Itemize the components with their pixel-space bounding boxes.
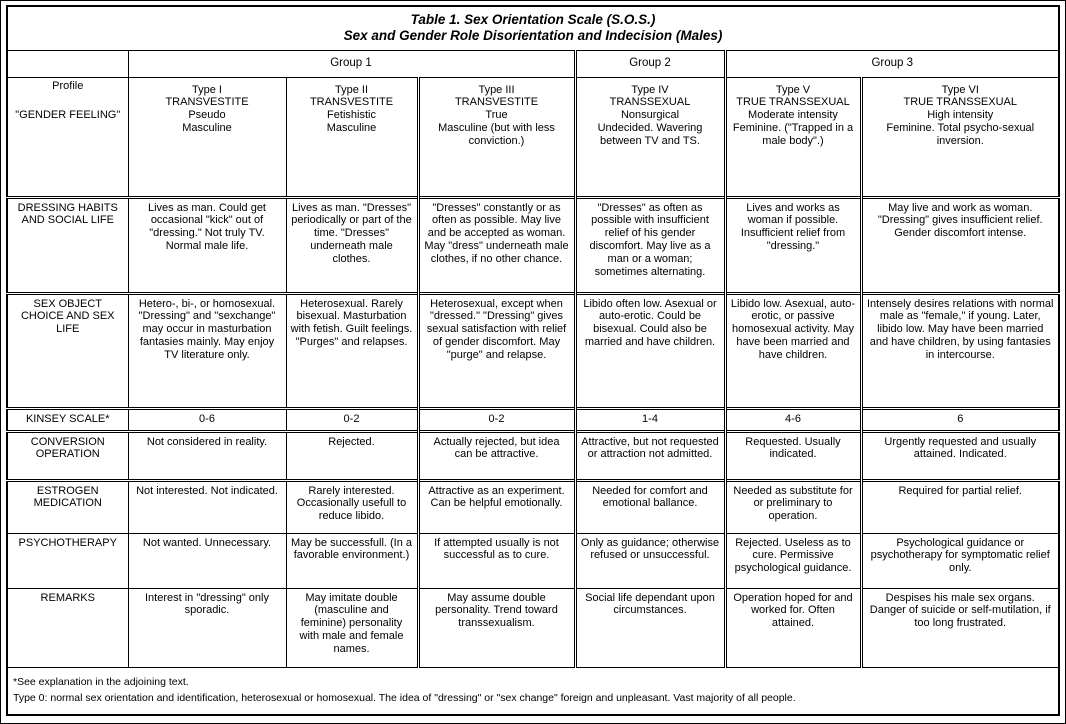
- table-row: [7, 533, 1059, 588]
- table-cell: If attempted usually is not successful as to cure.: [418, 533, 575, 588]
- row-label-cell: SEX OBJECT CHOICE AND SEX LIFE: [7, 293, 128, 408]
- table-cell: Psychological guidance or psychotherapy for symptomatic relief only.: [861, 533, 1059, 588]
- profile-type-text: Type II: [334, 83, 369, 96]
- profile-row: [7, 77, 1059, 197]
- footnote-line1: *See explanation in the adjoining text.: [13, 676, 189, 689]
- table-cell: Lives and works as woman if possible. Insufficient relief from "dressing.": [725, 197, 861, 293]
- profile-category-text: TRANSVESTITE: [165, 96, 249, 109]
- group-header-row: [7, 50, 1059, 77]
- table-title-line1: Table 1. Sex Orientation Scale (S.O.S.): [410, 12, 656, 28]
- table-cell: Lives as man. Could get occasional "kick" out of "dressing." Not truly TV. Normal male life.: [128, 197, 286, 293]
- profile-type-text: Type VI: [941, 83, 979, 96]
- table-cell: Interest in "dressing" only sporadic.: [128, 588, 286, 667]
- table-cell: Attractive, but not requested or attraction not admitted.: [575, 431, 725, 480]
- footnote-row: [7, 667, 1059, 715]
- table-cell: May assume double personality. Trend toward transsexualism.: [418, 588, 575, 667]
- table-cell: May imitate double (masculine and feminine) personality with male and female names.: [286, 588, 418, 667]
- row-label-cell: KINSEY SCALE*: [7, 408, 128, 431]
- table-cell: May be successfull. (In a favorable environment.): [286, 533, 418, 588]
- footnote-cell: [7, 667, 1059, 715]
- table-cell: Requested. Usually indicated.: [725, 431, 861, 480]
- footnote-line2: Type 0: normal sex orientation and identification, heterosexual or homosexual. The idea of "dressing" or "sex change" foreign and unpleasant. Vast majority of all people.: [13, 691, 796, 704]
- table-cell: 1-4: [575, 408, 725, 431]
- profile-feeling-text: Feminine. ("Trapped in a male body".): [732, 122, 854, 148]
- group-3-header: Group 3: [725, 50, 1059, 77]
- row-label-stack: [11, 80, 125, 123]
- table-cell: Rejected. Useless as to cure. Permissive psychological guidance.: [725, 533, 861, 588]
- profile-subtype-text: High intensity: [927, 109, 994, 122]
- row-label-cell: DRESSING HABITS AND SOCIAL LIFE: [7, 197, 128, 293]
- table-title-line2: Sex and Gender Role Disorientation and Indecision (Males): [343, 28, 723, 44]
- profile-category-text: TRUE TRANSSEXUAL: [903, 96, 1017, 109]
- table-cell: Urgently requested and usually attained. Indicated.: [861, 431, 1059, 480]
- profile-feeling-text: Undecided. Wavering between TV and TS.: [597, 122, 703, 148]
- table-cell: Lives as man. "Dresses" periodically or part of the time. "Dresses" underneath male clothes.: [286, 197, 418, 293]
- table-cell: Not considered in reality.: [128, 431, 286, 480]
- group-1-header: Group 1: [128, 50, 575, 77]
- profile-feeling-text: Masculine (but with less conviction.): [438, 122, 555, 148]
- table-cell: Rejected.: [286, 431, 418, 480]
- table-cell: Operation hoped for and worked for. Often attained.: [725, 588, 861, 667]
- table-cell: Needed for comfort and emotional ballance.: [575, 480, 725, 533]
- table-body: [7, 77, 1059, 667]
- table-cell: Hetero-, bi-, or homosexual. "Dressing" and "sexchange" may occur in masturbation fantasies mainly. May enjoy TV literature only.: [128, 293, 286, 408]
- profile-cell-stack: [423, 80, 571, 153]
- profile-subtype-text: Nonsurgical: [620, 109, 680, 122]
- profile-cell-stack: [580, 80, 721, 153]
- profile-feeling-text: Feminine. Total psycho-sexual inversion.: [886, 122, 1035, 148]
- table-cell: Rarely interested. Occasionally usefull to reduce libido.: [286, 480, 418, 533]
- table-cell: Not wanted. Unnecessary.: [128, 533, 286, 588]
- profile-type-text: Type IV: [631, 83, 669, 96]
- title-row: [7, 6, 1059, 50]
- table-cell: 4-6: [725, 408, 861, 431]
- profile-category-text: TRANSVESTITE: [309, 96, 394, 109]
- table-cell: Libido low. Asexual, auto-erotic, or passive homosexual activity. May have been married and have children.: [725, 293, 861, 408]
- row-label-cell: CONVERSION OPERATION: [7, 431, 128, 480]
- profile-feeling-text: Masculine: [326, 122, 377, 135]
- table-cell: 6: [861, 408, 1059, 431]
- table-cell: Required for partial relief.: [861, 480, 1059, 533]
- row-label-cell: ESTROGEN MEDICATION: [7, 480, 128, 533]
- profile-cell-stack: [290, 80, 414, 140]
- profile-type-text: Type I: [192, 83, 222, 96]
- row-label-cell: [7, 77, 128, 197]
- table-cell: May live and work as woman. "Dressing" gives insufficient relief. Gender discomfort intense.: [861, 197, 1059, 293]
- row-label-line: "GENDER FEELING": [15, 109, 121, 122]
- profile-cell-stack: [730, 80, 857, 153]
- table-cell: Only as guidance; otherwise refused or unsuccessful.: [575, 533, 725, 588]
- profile-subtype-text: Moderate intensity: [748, 109, 838, 122]
- table-row: [7, 197, 1059, 293]
- table-cell: Libido often low. Asexual or auto-erotic. Could be bisexual. Could also be married and have children.: [575, 293, 725, 408]
- profile-cell-type-4: [575, 77, 725, 197]
- table-cell: "Dresses" constantly or as often as possible. May live and be accepted as woman. May "dress" underneath male clothes, if no other chance.: [418, 197, 575, 293]
- profile-type-text: Type III: [478, 83, 515, 96]
- table-row: [7, 408, 1059, 431]
- table-row: [7, 480, 1059, 533]
- profile-subtype-text: True: [485, 109, 508, 122]
- table-cell: Intensely desires relations with normal male as "female," if young. Later, libido low. May have been married and have children, by using fantasies in intercourse.: [861, 293, 1059, 408]
- sos-table: [6, 5, 1060, 716]
- profile-type-text: Type V: [775, 83, 811, 96]
- profile-cell-stack: [132, 80, 283, 140]
- profile-cell-type-3: [418, 77, 575, 197]
- profile-subtype-text: Fetishistic: [327, 109, 376, 122]
- profile-subtype-text: Pseudo: [188, 109, 226, 122]
- row-label-cell: REMARKS: [7, 588, 128, 667]
- table-cell: Actually rejected, but idea can be attractive.: [418, 431, 575, 480]
- profile-category-text: TRANSVESTITE: [454, 96, 539, 109]
- group-row-empty-cell: [7, 50, 128, 77]
- table-cell: Needed as substitute for or preliminary to operation.: [725, 480, 861, 533]
- profile-cell-type-1: [128, 77, 286, 197]
- table-cell: Despises his male sex organs. Danger of suicide or self-mutilation, if too long frustrated.: [861, 588, 1059, 667]
- table-cell: "Dresses" as often as possible with insufficient relief of his gender discomfort. May live as a man or a woman; sometimes alternating.: [575, 197, 725, 293]
- profile-cell-type-2: [286, 77, 418, 197]
- group-2-header: Group 2: [575, 50, 725, 77]
- table-cell: 0-2: [286, 408, 418, 431]
- row-label-line: Profile: [52, 79, 84, 92]
- table-title-cell: [7, 6, 1059, 50]
- profile-cell-type-5: [725, 77, 861, 197]
- table-row: [7, 293, 1059, 408]
- table-cell: Not interested. Not indicated.: [128, 480, 286, 533]
- profile-category-text: TRUE TRANSSEXUAL: [736, 96, 850, 109]
- row-label-cell: PSYCHOTHERAPY: [7, 533, 128, 588]
- table-cell: Heterosexual. Rarely bisexual. Masturbation with fetish. Guilt feelings. "Purges" and relapses.: [286, 293, 418, 408]
- table-row: [7, 431, 1059, 480]
- table-cell: 0-2: [418, 408, 575, 431]
- table-row: [7, 588, 1059, 667]
- table-cell: Heterosexual, except when "dressed." "Dressing" gives sexual satisfaction with relief of gender discomfort. May "purge" and relapse.: [418, 293, 575, 408]
- profile-cell-type-6: [861, 77, 1059, 197]
- profile-feeling-text: Masculine: [182, 122, 232, 135]
- table-cell: 0-6: [128, 408, 286, 431]
- table-cell: Social life dependant upon circumstances.: [575, 588, 725, 667]
- profile-category-text: TRANSSEXUAL: [609, 96, 691, 109]
- profile-cell-stack: [866, 80, 1056, 153]
- table-cell: Attractive as an experiment. Can be helpful emotionally.: [418, 480, 575, 533]
